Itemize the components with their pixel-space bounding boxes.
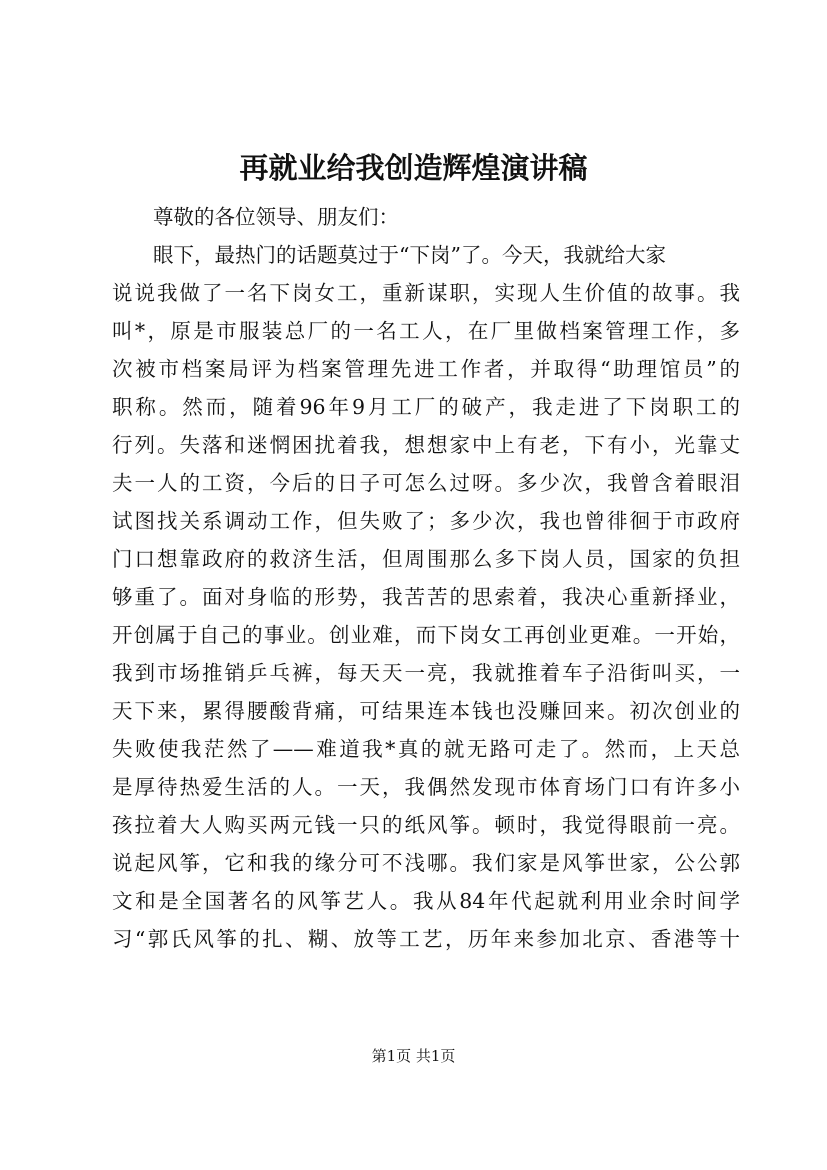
- salutation: 尊敬的各位领导、朋友们：: [153, 205, 399, 229]
- paragraph-line: 说说我做了一名下岗女工，重新谋职，实现人生价值的故事。我: [112, 281, 740, 305]
- paragraph-line: 开创属于自己的事业。创业难，而下岗女工再创业更难。一开始，: [112, 623, 740, 647]
- paragraph-line: 文和是全国著名的风筝艺人。我从84年代起就利用业余时间学: [112, 889, 740, 913]
- paragraph-line: 失败使我茫然了——难道我*真的就无路可走了。然而，上天总: [112, 737, 740, 761]
- paragraph-line: 夫一人的工资，今后的日子可怎么过呀。多少次，我曾含着眼泪: [112, 471, 740, 495]
- paragraph-line: 门口想靠政府的救济生活，但周围那么多下岗人员，国家的负担: [112, 547, 740, 571]
- paragraph-line: 行列。失落和迷惘困扰着我，想想家中上有老，下有小，光靠丈: [112, 433, 740, 457]
- paragraph-line: 次被市档案局评为档案管理先进工作者，并取得“助理馆员”的: [112, 357, 740, 381]
- paragraph-line: 够重了。面对身临的形势，我苦苦的思索着，我决心重新择业，: [112, 585, 740, 609]
- paragraph-line: 眼下，最热门的话题莫过于“下岗”了。今天，我就给大家: [153, 243, 666, 267]
- paragraph-line: 职称。然而，随着96年9月工厂的破产，我走进了下岗职工的: [112, 395, 740, 419]
- paragraph-line: 是厚待热爱生活的人。一天，我偶然发现市体育场门口有许多小: [112, 775, 740, 799]
- paragraph-line: 孩拉着大人购买两元钱一只的纸风筝。顿时，我觉得眼前一亮。: [112, 813, 740, 837]
- paragraph-line: 习“郭氏风筝的扎、糊、放等工艺，历年来参加北京、香港等十: [112, 927, 740, 951]
- speech-body: [112, 198, 740, 958]
- page-footer: 第1页 共1页: [371, 1047, 456, 1065]
- paragraph-line: 说起风筝，它和我的缘分可不浅哪。我们家是风筝世家，公公郭: [112, 851, 740, 875]
- paragraph-line: 试图找关系调动工作，但失败了；多少次，我也曾徘徊于市政府: [112, 509, 740, 533]
- paragraph-line: 叫*，原是市服装总厂的一名工人，在厂里做档案管理工作，多: [112, 319, 740, 343]
- paragraph-line: 我到市场推销乒乓裤，每天天一亮，我就推着车子沿街叫买，一: [112, 661, 740, 685]
- page-title: 再就业给我创造辉煌演讲稿: [239, 151, 588, 185]
- paragraph-line: 天下来，累得腰酸背痛，可结果连本钱也没赚回来。初次创业的: [112, 699, 740, 723]
